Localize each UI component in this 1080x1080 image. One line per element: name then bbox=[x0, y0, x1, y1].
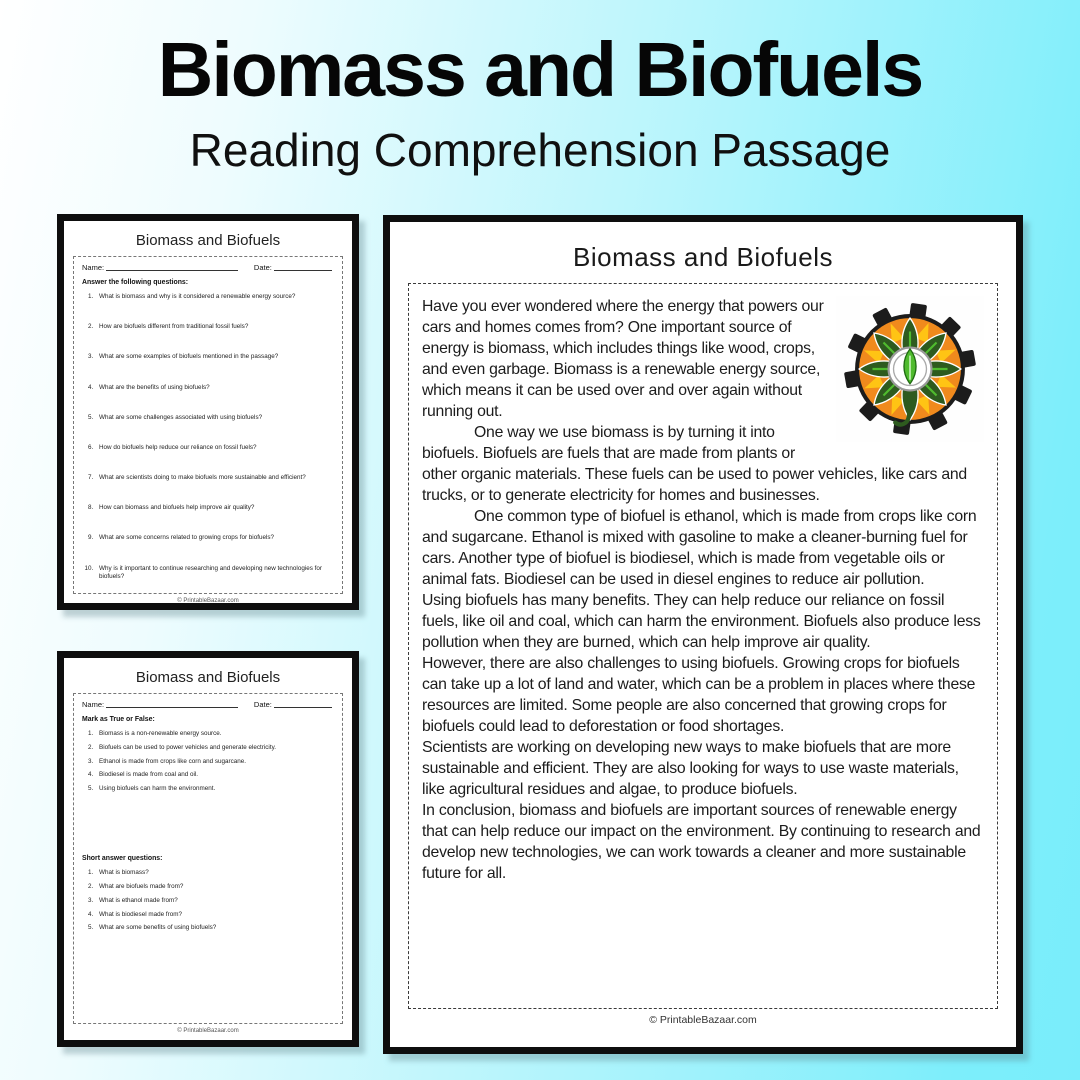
worksheet-dashed-box bbox=[73, 256, 343, 594]
true-false-header: Mark as True or False: bbox=[82, 716, 155, 723]
date-line bbox=[274, 264, 332, 271]
short-answer-list bbox=[82, 869, 334, 932]
question-item: 3. What are some examples of biofuels mentioned in the passage? bbox=[95, 353, 334, 361]
question-item: 7. What are scientists doing to make biofuels more sustainable and efficient? bbox=[95, 474, 334, 482]
question-item: 1. What is biomass and why is it considered a renewable energy source? bbox=[95, 293, 334, 301]
worksheet-questions-paper bbox=[64, 221, 352, 603]
true-false-item: 2. Biofuels can be used to power vehicles and generate electricity. bbox=[95, 744, 334, 752]
copyright-footer: © PrintableBazaar.com bbox=[649, 1014, 757, 1026]
true-false-item: 3. Ethanol is made from crops like corn and sugarcane. bbox=[95, 758, 334, 766]
short-answer-header: Short answer questions: bbox=[82, 855, 163, 863]
passage-paragraph: Using biofuels has many benefits. They can help reduce our reliance on fossil fuels, like oil and coal, which can harm the environment. Biofuels also produce less pollution when they are burned, which can help improve air quality. bbox=[422, 592, 981, 651]
section-header: Answer the following questions: bbox=[82, 279, 189, 286]
biofuel-gear-flower-icon bbox=[843, 302, 977, 436]
worksheet-truefalse-page bbox=[57, 651, 359, 1047]
question-item: 6. How do biofuels help reduce our reliance on fossil fuels? bbox=[95, 444, 334, 452]
short-answer-item: 3. What is ethanol made from? bbox=[95, 897, 334, 905]
passage-paragraph: Have you ever wondered where the energy that powers our cars and homes comes from? One important source of energy is biomass, which includes things like wood, crops, and even garbage. Biomass is a renewable energy source, which means it can be used over and over again without running out. bbox=[422, 298, 824, 420]
true-false-list bbox=[82, 730, 334, 793]
biofuel-logo-image bbox=[836, 296, 984, 442]
passage-paper bbox=[390, 222, 1016, 1047]
main-subtitle: Reading Comprehension Passage bbox=[189, 124, 891, 176]
true-false-item: 4. Biodiesel is made from coal and oil. bbox=[95, 771, 334, 779]
question-item: 5. What are some challenges associated with using biofuels? bbox=[95, 414, 334, 422]
worksheet-dashed-box bbox=[73, 693, 343, 1024]
question-item: 2. How are biofuels different from traditional fossil fuels? bbox=[95, 323, 334, 331]
main-title: Biomass and Biofuels bbox=[157, 27, 923, 113]
true-false-item: 1. Biomass is a non-renewable energy source. bbox=[95, 730, 334, 738]
name-label: Name: bbox=[82, 700, 105, 709]
copyright-footer: © PrintableBazaar.com bbox=[177, 1028, 239, 1034]
short-answer-item: 4. What is biodiesel made from? bbox=[95, 911, 334, 919]
worksheet-title: Biomass and Biofuels bbox=[135, 669, 281, 686]
question-item: 9. What are some concerns related to growing crops for biofuels? bbox=[95, 534, 334, 542]
header bbox=[0, 0, 1080, 177]
question-item: 8. How can biomass and biofuels help improve air quality? bbox=[95, 504, 334, 512]
date-label: Date: bbox=[253, 263, 272, 272]
name-line bbox=[106, 264, 238, 271]
copyright-footer: © PrintableBazaar.com bbox=[177, 598, 239, 604]
passage-title: Biomass and Biofuels bbox=[572, 242, 834, 272]
true-false-item: 5. Using biofuels can harm the environment. bbox=[95, 785, 334, 793]
passage-paragraph: One common type of biofuel is ethanol, which is made from crops like corn and sugarcane. Ethanol is mixed with gasoline to make a cleaner-burning fuel for cars. Another type of biofuel is biodiesel, which is made from vegetable oils or animal fats. Biodiesel can be used in diesel engines to reduce air pollution. bbox=[422, 508, 977, 588]
passage-paragraph: One way we use biomass is by turning it into biofuels. Biofuels are fuels that are made from plants or other organic materials. These fuels can be used to power vehicles, like cars and trucks, or to generate electricity for homes and businesses. bbox=[422, 424, 967, 504]
question-item: 10. Why is it important to continue researching and developing new technologies for biofuels? bbox=[95, 565, 334, 581]
passage-paragraph: However, there are also challenges to using biofuels. Growing crops for biofuels can take up a lot of land and water, which can be a problem in places where these resources are limited. Some people are also concerned that growing crops for biofuels could lead to deforestation or food shortages. bbox=[422, 655, 976, 735]
name-date-row bbox=[82, 700, 334, 709]
worksheet-questions-page bbox=[57, 214, 359, 610]
passage-dashed-box bbox=[408, 283, 998, 1009]
passage-paragraph: In conclusion, biomass and biofuels are important sources of renewable energy that can help reduce our impact on the environment. By continuing to research and develop new technologies, we can work towards a cleaner and more sustainable future for all. bbox=[422, 802, 981, 882]
date-label: Date: bbox=[253, 700, 272, 709]
question-list bbox=[82, 293, 334, 581]
date-line bbox=[274, 701, 332, 708]
passage-page bbox=[383, 215, 1023, 1054]
name-date-row bbox=[82, 263, 334, 272]
short-answer-item: 1. What is biomass? bbox=[95, 869, 334, 877]
worksheet-truefalse-paper bbox=[64, 658, 352, 1040]
short-answer-item: 2. What are biofuels made from? bbox=[95, 883, 334, 891]
passage-paragraph: Scientists are working on developing new ways to make biofuels that are more sustainable and efficient. They are also looking for ways to use waste materials, like agricultural residues and algae, to produce biofuels. bbox=[422, 739, 959, 798]
name-label: Name: bbox=[82, 263, 105, 272]
worksheet-title: Biomass and Biofuels bbox=[135, 232, 281, 249]
question-item: 4. What are the benefits of using biofuels? bbox=[95, 384, 334, 392]
name-line bbox=[106, 701, 238, 708]
short-answer-item: 5. What are some benefits of using biofuels? bbox=[95, 924, 334, 932]
